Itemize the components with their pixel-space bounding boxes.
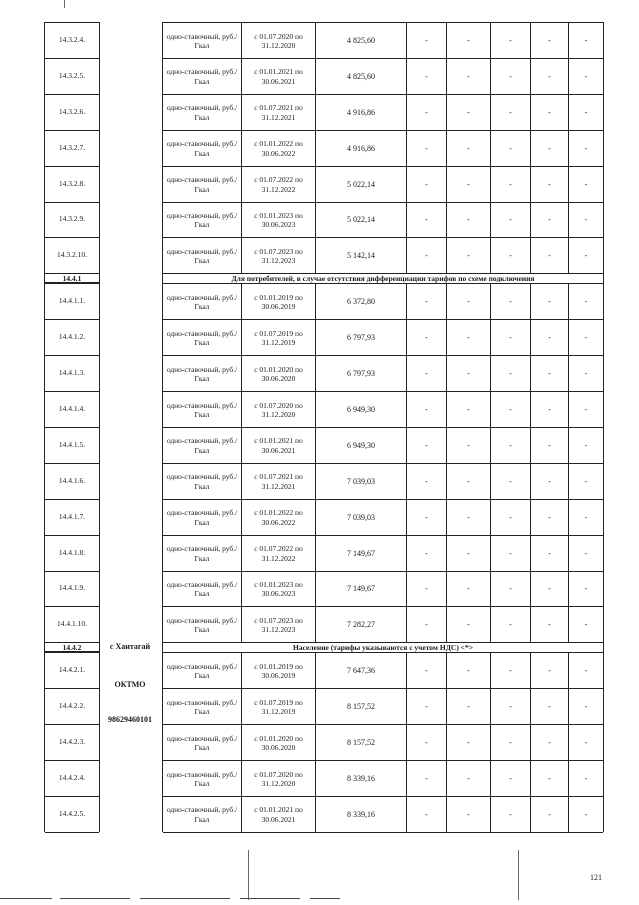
empty-value-cell: - <box>446 428 490 464</box>
empty-value-cell: - <box>406 95 446 131</box>
table-row <box>163 499 603 536</box>
empty-value-cell: - <box>568 572 603 608</box>
empty-value-cell: - <box>568 607 603 643</box>
tariff-value-cell: 5 142,14 <box>315 238 406 274</box>
empty-value-cell: - <box>568 689 603 725</box>
empty-value-cell: - <box>406 572 446 608</box>
empty-value-cell: - <box>446 392 490 428</box>
empty-value-cell: - <box>446 167 490 203</box>
empty-value-cell: - <box>530 572 568 608</box>
empty-value-cell: - <box>530 689 568 725</box>
tariff-value-cell: 7 149,67 <box>315 572 406 608</box>
table-row <box>163 94 603 131</box>
tariff-table <box>162 22 604 832</box>
empty-value-cell: - <box>406 428 446 464</box>
tariff-value-cell: 8 157,52 <box>315 725 406 761</box>
row-number: 14.4.2.3. <box>58 737 86 747</box>
row-separator <box>45 130 99 131</box>
row-number-column <box>44 22 100 832</box>
empty-value-cell: - <box>568 284 603 320</box>
tariff-type-cell: одно-ставочный, руб./Гкал <box>166 472 238 491</box>
empty-value-cell: - <box>490 356 530 392</box>
row-separator <box>45 535 99 536</box>
row-number: 14.4.2.2. <box>58 701 86 711</box>
table-row <box>163 796 603 833</box>
empty-value-cell: - <box>446 356 490 392</box>
empty-value-cell: - <box>406 536 446 572</box>
tariff-type-cell: одно-ставочный, руб./Гкал <box>166 697 238 717</box>
tariff-type-cell: одно-ставочный, руб./Гкал <box>166 175 238 194</box>
tariff-value-cell: 5 022,14 <box>315 167 406 203</box>
empty-value-cell: - <box>490 607 530 643</box>
row-number: 14.4.1.2. <box>58 332 86 342</box>
tariff-value-cell: 7 149,67 <box>315 536 406 572</box>
row-separator <box>45 796 99 797</box>
row-separator <box>45 355 99 356</box>
empty-value-cell: - <box>406 356 446 392</box>
tariff-value-cell: 4 916,86 <box>315 95 406 131</box>
period-cell: с 01.01.2020 по 30.06.2020 <box>241 356 315 392</box>
empty-value-cell: - <box>568 59 603 95</box>
tariff-type-cell: одно-ставочный, руб./Гкал <box>166 508 238 527</box>
empty-value-cell: - <box>446 536 490 572</box>
row-number: 14.4.2.5. <box>58 808 86 818</box>
period-cell: с 01.01.2021 по 30.06.2021 <box>241 59 315 95</box>
empty-value-cell: - <box>446 238 490 274</box>
period-cell: с 01.01.2023 по 30.06.2023 <box>241 572 315 608</box>
tariff-value-cell: 8 157,52 <box>315 689 406 725</box>
empty-value-cell: - <box>446 761 490 797</box>
empty-value-cell: - <box>446 23 490 59</box>
row-number: 14.4.1.10. <box>57 619 87 629</box>
row-number: 14.4.1.5. <box>58 439 86 449</box>
empty-value-cell: - <box>446 797 490 833</box>
scan-artifact-line <box>248 850 249 900</box>
table-row <box>163 202 603 239</box>
empty-value-cell: - <box>568 131 603 167</box>
empty-value-cell: - <box>490 59 530 95</box>
empty-value-cell: - <box>530 536 568 572</box>
empty-value-cell: - <box>490 653 530 689</box>
table-row <box>163 130 603 167</box>
tariff-value-cell: 8 339,16 <box>315 797 406 833</box>
tariff-type-cell: одно-ставочный, руб./Гкал <box>166 246 238 266</box>
period-cell: с 01.07.2022 по 31.12.2022 <box>241 536 315 572</box>
empty-value-cell: - <box>568 797 603 833</box>
empty-value-cell: - <box>490 725 530 761</box>
tariff-value-cell: 6 797,93 <box>315 320 406 356</box>
tariff-type-cell: одно-ставочный, руб./Гкал <box>166 328 238 348</box>
empty-value-cell: - <box>446 607 490 643</box>
period-cell: с 01.07.2022 по 31.12.2022 <box>241 167 315 203</box>
table-row <box>163 463 603 500</box>
empty-value-cell: - <box>406 23 446 59</box>
row-number: 14.3.2.4. <box>58 34 86 44</box>
empty-value-cell: - <box>406 131 446 167</box>
empty-value-cell: - <box>490 536 530 572</box>
table-row <box>163 237 603 274</box>
empty-value-cell: - <box>568 761 603 797</box>
period-cell: с 01.07.2023 по 31.12.2023 <box>241 607 315 643</box>
empty-value-cell: - <box>530 238 568 274</box>
empty-value-cell: - <box>446 500 490 536</box>
row-separator <box>45 202 99 203</box>
empty-value-cell: - <box>490 167 530 203</box>
row-separator <box>45 760 99 761</box>
row-separator <box>45 94 99 95</box>
empty-value-cell: - <box>490 392 530 428</box>
footer-divider <box>240 898 300 899</box>
empty-value-cell: - <box>406 607 446 643</box>
period-cell: с 01.07.2020 по 31.12.2020 <box>241 392 315 428</box>
empty-value-cell: - <box>406 500 446 536</box>
empty-value-cell: - <box>446 95 490 131</box>
empty-value-cell: - <box>490 95 530 131</box>
tariff-value-cell: 4 825,60 <box>315 23 406 59</box>
period-cell: с 01.01.2019 по 30.06.2019 <box>241 284 315 320</box>
empty-value-cell: - <box>446 320 490 356</box>
empty-value-cell: - <box>568 23 603 59</box>
footer-divider <box>0 898 52 899</box>
row-separator <box>45 391 99 392</box>
empty-value-cell: - <box>530 23 568 59</box>
row-separator <box>45 237 99 238</box>
section-header: Население (тарифы указываются с учетом НДС) <*> <box>163 642 603 653</box>
empty-value-cell: - <box>406 59 446 95</box>
tariff-type-cell: одно-ставочный, руб./Гкал <box>166 292 238 312</box>
empty-value-cell: - <box>530 284 568 320</box>
tariff-type-cell: одно-ставочный, руб./Гкал <box>166 400 238 419</box>
empty-value-cell: - <box>490 238 530 274</box>
table-row <box>163 571 603 608</box>
row-number: 14.4.1.1. <box>58 296 86 306</box>
row-separator <box>45 58 99 59</box>
tariff-type-cell: одно-ставочный, руб./Гкал <box>166 31 238 50</box>
empty-value-cell: - <box>530 59 568 95</box>
empty-value-cell: - <box>568 392 603 428</box>
tariff-value-cell: 6 797,93 <box>315 356 406 392</box>
empty-value-cell: - <box>490 320 530 356</box>
period-cell: с 01.07.2021 по 31.12.2021 <box>241 464 315 500</box>
row-separator <box>45 724 99 725</box>
tariff-value-cell: 4 916,86 <box>315 131 406 167</box>
period-cell: с 01.01.2021 по 30.06.2021 <box>241 428 315 464</box>
period-cell: с 01.07.2021 по 31.12.2021 <box>241 95 315 131</box>
row-separator <box>45 606 99 607</box>
empty-value-cell: - <box>530 500 568 536</box>
footer-divider <box>310 898 340 899</box>
row-separator <box>45 463 99 464</box>
period-cell: с 01.07.2020 по 31.12.2020 <box>241 761 315 797</box>
row-separator <box>45 427 99 428</box>
empty-value-cell: - <box>406 320 446 356</box>
empty-value-cell: - <box>568 95 603 131</box>
tariff-value-cell: 7 039,03 <box>315 500 406 536</box>
row-number: 14.4.1.8. <box>58 547 86 557</box>
row-number: 14.3.2.9. <box>58 214 86 224</box>
table-row <box>163 688 603 725</box>
table-bottom-border <box>163 832 603 833</box>
section-number: 14.4.1 <box>45 273 99 283</box>
tariff-type-cell: одно-ставочный, руб./Гкал <box>166 615 238 635</box>
tariff-value-cell: 6 372,80 <box>315 284 406 320</box>
empty-value-cell: - <box>490 284 530 320</box>
empty-value-cell: - <box>530 725 568 761</box>
tariff-type-cell: одно-ставочный, руб./Гкал <box>166 67 238 86</box>
empty-value-cell: - <box>568 536 603 572</box>
scan-artifact-line <box>518 850 519 900</box>
empty-value-cell: - <box>568 653 603 689</box>
oktmo-label: ОКТМО <box>114 680 146 689</box>
empty-value-cell: - <box>530 356 568 392</box>
table-row <box>163 283 603 320</box>
tariff-value-cell: 5 022,14 <box>315 203 406 239</box>
empty-value-cell: - <box>490 428 530 464</box>
empty-value-cell: - <box>406 167 446 203</box>
row-number: 14.4.2.1. <box>58 665 86 675</box>
footer-divider <box>140 898 230 899</box>
empty-value-cell: - <box>446 203 490 239</box>
empty-value-cell: - <box>446 284 490 320</box>
section-header: Для потребителей, в случае отсутствия дифференциации тарифов по схеме подключения <box>163 273 603 284</box>
empty-value-cell: - <box>446 59 490 95</box>
table-row <box>163 166 603 203</box>
tariff-type-cell: одно-ставочный, руб./Гкал <box>166 805 238 824</box>
row-number: 14.4.1.3. <box>58 368 86 378</box>
row-number: 14.3.2.6. <box>58 106 86 116</box>
table-row <box>163 606 603 643</box>
row-separator <box>45 319 99 320</box>
period-cell: с 01.01.2022 по 30.06.2022 <box>241 500 315 536</box>
page-number: 121 <box>590 873 602 882</box>
row-separator <box>45 652 99 653</box>
row-separator <box>45 283 99 284</box>
oktmo-code: 98629460101 <box>108 715 152 724</box>
empty-value-cell: - <box>530 428 568 464</box>
row-number: 14.4.1.4. <box>58 403 86 413</box>
scan-artifact-line <box>64 0 65 8</box>
tariff-type-cell: одно-ставочный, руб./Гкал <box>166 103 238 122</box>
empty-value-cell: - <box>446 653 490 689</box>
table-row <box>163 724 603 761</box>
empty-value-cell: - <box>530 95 568 131</box>
empty-value-cell: - <box>406 284 446 320</box>
tariff-type-cell: одно-ставочный, руб./Гкал <box>166 661 238 681</box>
row-number: 14.3.2.10. <box>57 250 87 260</box>
period-cell: с 01.07.2019 по 31.12.2019 <box>241 320 315 356</box>
empty-value-cell: - <box>568 725 603 761</box>
empty-value-cell: - <box>446 725 490 761</box>
row-number: 14.4.2.4. <box>58 772 86 782</box>
empty-value-cell: - <box>406 464 446 500</box>
empty-value-cell: - <box>568 320 603 356</box>
tariff-type-cell: одно-ставочный, руб./Гкал <box>166 211 238 230</box>
tariff-type-cell: одно-ставочный, руб./Гкал <box>166 139 238 158</box>
tariff-type-cell: одно-ставочный, руб./Гкал <box>166 769 238 788</box>
period-cell: с 01.01.2020 по 30.06.2020 <box>241 725 315 761</box>
empty-value-cell: - <box>406 238 446 274</box>
row-number: 14.3.2.7. <box>58 142 86 152</box>
empty-value-cell: - <box>490 464 530 500</box>
tariff-type-cell: одно-ставочный, руб./Гкал <box>166 544 238 563</box>
table-row <box>163 355 603 392</box>
empty-value-cell: - <box>490 23 530 59</box>
period-cell: с 01.01.2019 по 30.06.2019 <box>241 653 315 689</box>
table-row <box>163 427 603 464</box>
row-separator <box>45 688 99 689</box>
empty-value-cell: - <box>446 464 490 500</box>
empty-value-cell: - <box>530 797 568 833</box>
empty-value-cell: - <box>568 500 603 536</box>
tariff-value-cell: 6 949,30 <box>315 392 406 428</box>
tariff-value-cell: 8 339,16 <box>315 761 406 797</box>
row-number: 14.4.1.6. <box>58 475 86 485</box>
empty-value-cell: - <box>406 761 446 797</box>
period-cell: с 01.01.2023 по 30.06.2023 <box>241 203 315 239</box>
table-row <box>163 652 603 689</box>
row-separator <box>45 22 99 23</box>
empty-value-cell: - <box>446 131 490 167</box>
empty-value-cell: - <box>490 572 530 608</box>
period-cell: с 01.07.2023 по 31.12.2023 <box>241 238 315 274</box>
section-number: 14.4.2 <box>45 642 99 652</box>
empty-value-cell: - <box>530 392 568 428</box>
empty-value-cell: - <box>568 238 603 274</box>
empty-value-cell: - <box>490 131 530 167</box>
empty-value-cell: - <box>530 131 568 167</box>
empty-value-cell: - <box>530 320 568 356</box>
table-row <box>163 535 603 572</box>
table-row <box>163 319 603 356</box>
empty-value-cell: - <box>568 428 603 464</box>
tariff-type-cell: одно-ставочный, руб./Гкал <box>166 436 238 455</box>
empty-value-cell: - <box>530 653 568 689</box>
tariff-value-cell: 4 825,60 <box>315 59 406 95</box>
row-separator <box>45 499 99 500</box>
tariff-value-cell: 6 949,30 <box>315 428 406 464</box>
empty-value-cell: - <box>490 689 530 725</box>
empty-value-cell: - <box>568 356 603 392</box>
empty-value-cell: - <box>406 797 446 833</box>
empty-value-cell: - <box>530 167 568 203</box>
empty-value-cell: - <box>530 464 568 500</box>
row-number: 14.3.2.5. <box>58 70 86 80</box>
empty-value-cell: - <box>406 689 446 725</box>
empty-value-cell: - <box>406 203 446 239</box>
table-row <box>163 391 603 428</box>
tariff-value-cell: 7 282,27 <box>315 607 406 643</box>
tariff-type-cell: одно-ставочный, руб./Гкал <box>166 364 238 384</box>
empty-value-cell: - <box>406 392 446 428</box>
empty-value-cell: - <box>446 689 490 725</box>
table-row <box>163 22 603 59</box>
empty-value-cell: - <box>406 725 446 761</box>
table-row <box>163 760 603 797</box>
row-separator <box>45 166 99 167</box>
empty-value-cell: - <box>568 167 603 203</box>
footer-divider <box>60 898 130 899</box>
empty-value-cell: - <box>568 203 603 239</box>
tariff-value-cell: 7 647,36 <box>315 653 406 689</box>
empty-value-cell: - <box>490 761 530 797</box>
row-separator <box>45 571 99 572</box>
row-number: 14.4.1.7. <box>58 511 86 521</box>
tariff-type-cell: одно-ставочный, руб./Гкал <box>166 580 238 599</box>
empty-value-cell: - <box>490 500 530 536</box>
tariff-value-cell: 7 039,03 <box>315 464 406 500</box>
row-number: 14.3.2.8. <box>58 178 86 188</box>
period-cell: с 01.07.2020 по 31.12.2020 <box>241 23 315 59</box>
row-number: 14.4.1.9. <box>58 583 86 593</box>
period-cell: с 01.01.2022 по 30.06.2022 <box>241 131 315 167</box>
empty-value-cell: - <box>530 761 568 797</box>
settlement-name: с Хантагай <box>109 642 151 651</box>
row-separator <box>45 832 99 833</box>
empty-value-cell: - <box>490 203 530 239</box>
empty-value-cell: - <box>530 607 568 643</box>
period-cell: с 01.01.2021 по 30.06.2021 <box>241 797 315 833</box>
empty-value-cell: - <box>406 653 446 689</box>
empty-value-cell: - <box>446 572 490 608</box>
period-cell: с 01.07.2019 по 31.12.2019 <box>241 689 315 725</box>
tariff-type-cell: одно-ставочный, руб./Гкал <box>166 733 238 753</box>
empty-value-cell: - <box>530 203 568 239</box>
empty-value-cell: - <box>490 797 530 833</box>
empty-value-cell: - <box>568 464 603 500</box>
table-row <box>163 58 603 95</box>
